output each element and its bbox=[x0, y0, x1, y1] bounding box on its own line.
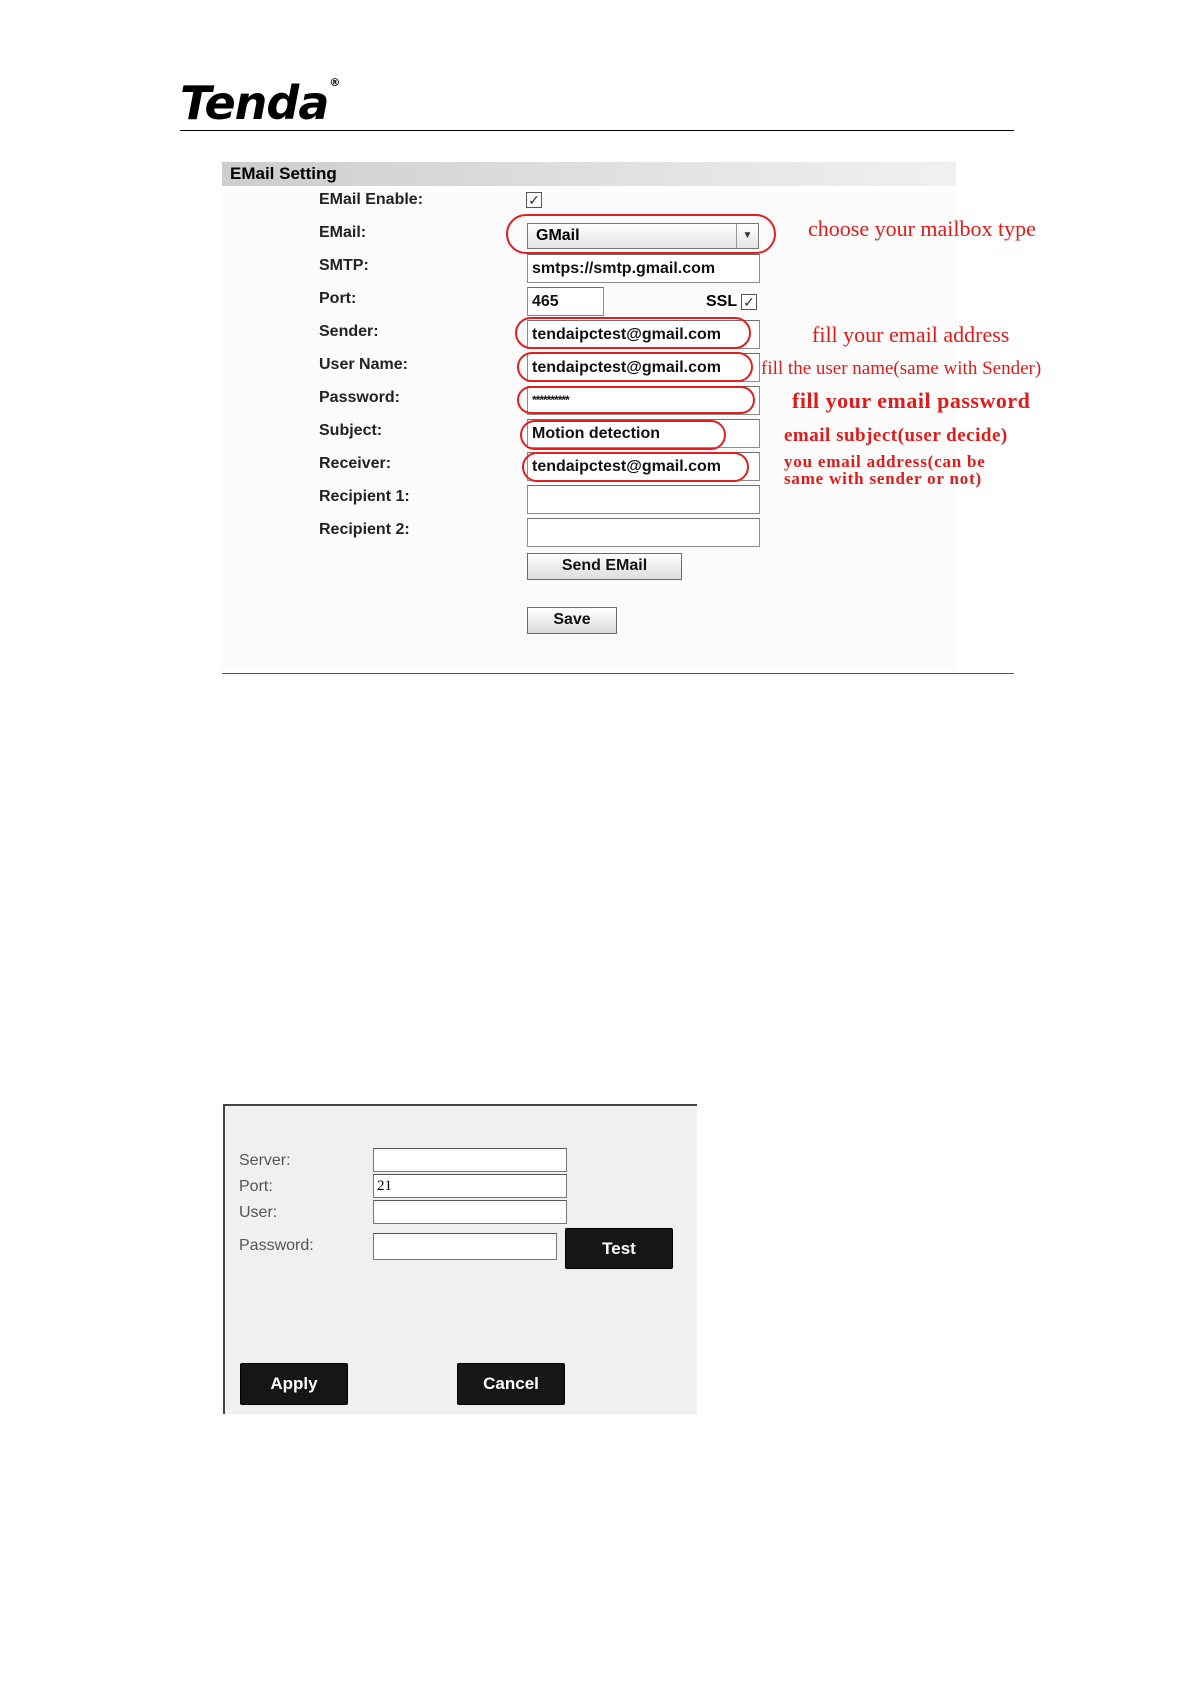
panel-title: EMail Setting bbox=[222, 162, 956, 186]
smtp-input[interactable]: smtps://smtp.gmail.com bbox=[527, 254, 760, 283]
mailbox-highlight-oval bbox=[506, 214, 776, 254]
user-name-label: User Name: bbox=[319, 356, 408, 373]
ssl-label: SSL bbox=[706, 293, 738, 310]
email-type-label: EMail: bbox=[319, 224, 367, 241]
recipient1-input[interactable] bbox=[527, 485, 760, 514]
section-divider-red bbox=[222, 673, 1014, 674]
ftp-user-input[interactable] bbox=[373, 1200, 567, 1224]
receiver-input[interactable]: tendaipctest@gmail.com bbox=[527, 452, 760, 481]
ftp-setting-panel bbox=[223, 1104, 697, 1414]
password-label: Password: bbox=[319, 389, 400, 406]
ftp-password-label: Password: bbox=[239, 1237, 314, 1254]
port-label: Port: bbox=[319, 290, 357, 307]
save-button[interactable]: Save bbox=[527, 607, 617, 634]
sender-input[interactable]: tendaipctest@gmail.com bbox=[527, 320, 760, 349]
annotation-receiver-line1: you email address(can be bbox=[784, 452, 986, 471]
ssl-checkbox[interactable] bbox=[741, 294, 757, 310]
smtp-label: SMTP: bbox=[319, 257, 369, 274]
annotation-receiver-line2: same with sender or not) bbox=[784, 469, 983, 488]
recipient2-input[interactable] bbox=[527, 518, 760, 547]
annotation-user-name: fill the user name(same with Sender) bbox=[761, 358, 1042, 379]
subject-label: Subject: bbox=[319, 422, 383, 439]
checkmark-icon: ✓ bbox=[528, 192, 540, 208]
sender-label: Sender: bbox=[319, 323, 379, 340]
annotation-sender: fill your email address bbox=[812, 322, 1010, 347]
receiver-label: Receiver: bbox=[319, 455, 392, 472]
recipient2-label: Recipient 2: bbox=[319, 521, 410, 538]
password-highlight-oval bbox=[517, 386, 755, 414]
ftp-port-input[interactable]: 21 bbox=[373, 1174, 567, 1198]
email-type-value: GMail bbox=[536, 227, 580, 244]
server-input[interactable] bbox=[373, 1148, 567, 1172]
annotation-subject: email subject(user decide) bbox=[784, 425, 1008, 446]
recipient1-label: Recipient 1: bbox=[319, 488, 410, 505]
ftp-port-label: Port: bbox=[239, 1178, 273, 1195]
tenda-logo: Tenda® bbox=[180, 76, 340, 130]
ftp-user-label: User: bbox=[239, 1204, 278, 1221]
subject-highlight-oval bbox=[520, 420, 726, 450]
sender-highlight-oval bbox=[515, 317, 751, 349]
server-label: Server: bbox=[239, 1152, 291, 1169]
receiver-highlight-oval bbox=[522, 452, 749, 482]
annotation-mailbox: choose your mailbox type bbox=[808, 216, 1036, 241]
annotation-receiver bbox=[784, 453, 986, 487]
email-enable-checkbox[interactable] bbox=[526, 192, 542, 208]
apply-button[interactable]: Apply bbox=[240, 1363, 348, 1405]
checkmark-icon: ✓ bbox=[743, 294, 755, 310]
header-divider bbox=[180, 130, 1014, 131]
chevron-down-icon[interactable]: ▼ bbox=[736, 224, 758, 248]
port-input[interactable]: 465 bbox=[527, 287, 604, 316]
email-enable-label: EMail Enable: bbox=[319, 191, 424, 208]
ftp-password-input[interactable] bbox=[373, 1233, 557, 1260]
password-input[interactable]: ********** bbox=[527, 386, 760, 415]
cancel-button[interactable]: Cancel bbox=[457, 1363, 565, 1405]
annotation-password: fill your email password bbox=[792, 388, 1031, 413]
user-name-highlight-oval bbox=[517, 352, 753, 382]
subject-input[interactable]: Motion detection bbox=[527, 419, 760, 448]
user-name-input[interactable]: tendaipctest@gmail.com bbox=[527, 353, 760, 382]
send-email-button[interactable]: Send EMail bbox=[527, 553, 682, 580]
test-button[interactable]: Test bbox=[565, 1228, 673, 1269]
